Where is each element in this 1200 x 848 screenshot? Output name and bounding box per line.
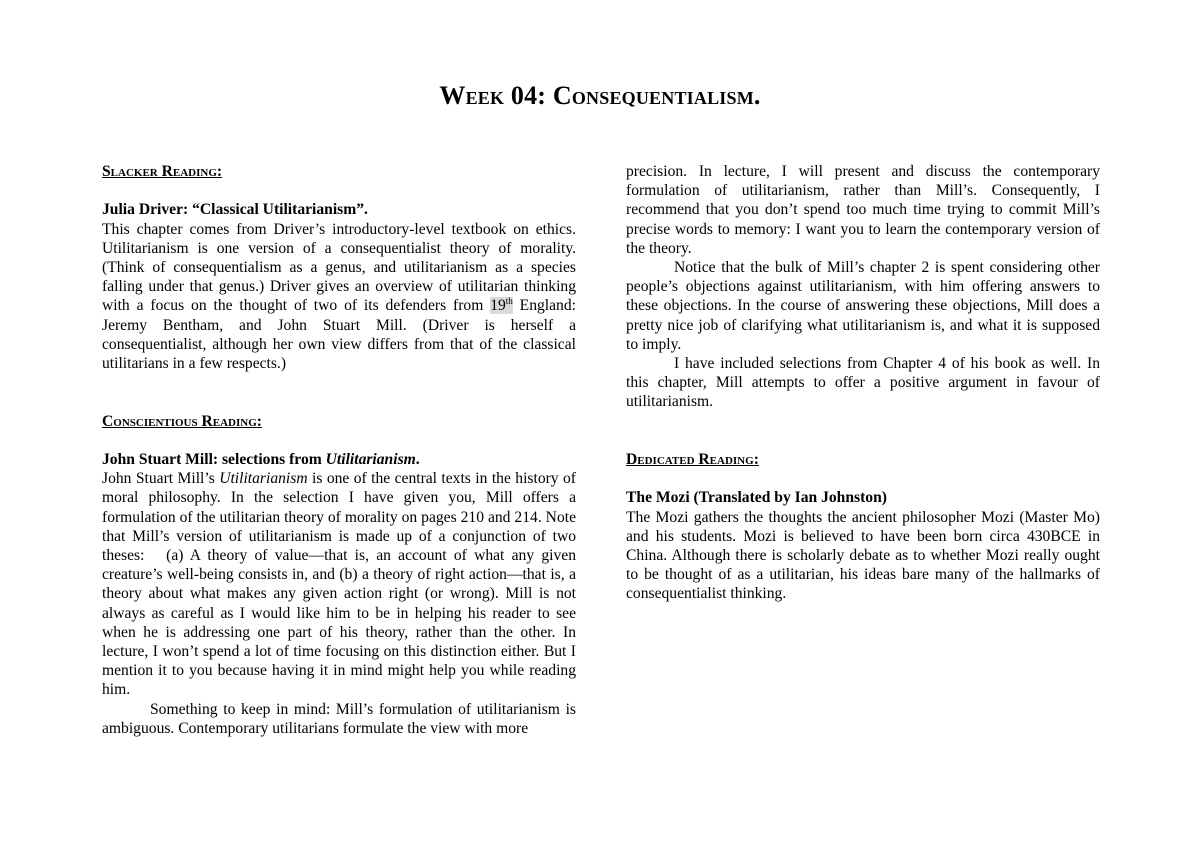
mill-reading-title — [102, 450, 576, 469]
century-number: 19 — [490, 297, 506, 315]
slacker-heading-colon: : — [216, 163, 223, 180]
right-column — [626, 162, 1100, 604]
driver-reading-title: Julia Driver: “Classical Utilitarianism”. — [102, 201, 368, 219]
mill-paragraph-2: Something to keep in mind: Mill’s formulation of utilitarianism is ambiguous. Contemporary utilitarians formulate the view with more — [102, 700, 576, 737]
mill-p1-rest: is one of the central texts in the history of moral philosophy. In the selection I have given you, Mill offers a formulation of the utilitarian theory of morality on pages 210 and 214. Note that Mill’s version of utilitarianism is made up of a conjunction of two theses: (a) A theory of value—that is, an account of what any given creature’s well-being consists in, and (b) a theory of right action—that is, a theory about what makes any given action right (or wrong). Mill is not always as careful as I would like him to be in helping his reader to see when he is addressing one part of his theory, rather than the other. In lecture, I won’t spend a lot of time focusing on this distinction either. But I mention it to you because having it in mind might help you while reading him. — [102, 470, 576, 699]
mill-paragraph-4: I have included selections from Chapter 4 of his book as well. In this chapter, Mill attempts to offer a positive argument in favour of utilitarianism. — [626, 355, 1100, 411]
slacker-reading-heading — [102, 162, 576, 181]
driver-desc-part1: This chapter comes from Driver’s introductory-level textbook on ethics. Utilitarianism is one version of a consequentialist theory of morality. (Think of consequentialism as a genus, and utilitarianism as a species falling under that genus.) Driver gives an overview of utilitarian thinking with a focus on the thought of two of its defenders from — [102, 220, 576, 315]
conscientious-heading-colon: : — [256, 412, 262, 430]
left-column — [102, 162, 576, 738]
mill-paragraph-2-continued: precision. In lecture, I will present and discuss the contemporary formulation of utilitarianism, rather than Mill’s. Consequently, I recommend that you don’t spend too much time trying to commit Mill’s precise words to memory: I want you to learn the contemporary version of the theory. — [626, 163, 1100, 257]
dedicated-heading-text: Dedicated Reading — [626, 451, 754, 469]
mill-paragraph-1 — [102, 469, 576, 699]
mill-title-prefix: John Stuart Mill: selections from — [102, 450, 326, 468]
mill-p1-book: Utilitarianism — [219, 470, 308, 488]
conscientious-reading-heading — [102, 412, 576, 431]
century-highlight — [490, 297, 513, 314]
dedicated-heading-colon: : — [753, 451, 759, 469]
driver-desc-part2: England: Jeremy Bentham, and John Stuart Mill. (Driver is herself a consequentialist, although her own view differs from that of the classical utilitarians in a few respects.) — [102, 297, 576, 372]
mozi-reading-description: The Mozi gathers the thoughts the ancient philosopher Mozi (Master Mo) and his students. Mozi is believed to have been born circa 430BCE in China. Although there is scholarly debate as to whether Mozi really ought to be thought of as a utilitarian, his ideas bare many of the hallmarks of consequentialist thinking. — [626, 508, 1100, 603]
conscientious-heading-text: Conscientious Reading — [102, 412, 257, 430]
slacker-heading-text: Slacker Reading — [102, 163, 217, 180]
driver-reading-description — [102, 220, 576, 374]
mill-paragraph-3: Notice that the bulk of Mill’s chapter 2 is spent considering other people’s objections against utilitarianism, with him offering answers to these objections. In the course of answering these objections, Mill does a pretty nice job of clarifying what utilitarianism is, and what it is supposed to imply. — [626, 259, 1100, 353]
mill-title-book: Utilitarianism — [325, 450, 416, 468]
mill-title-suffix: . — [415, 450, 420, 468]
century-suffix: th — [505, 296, 513, 307]
page-title: Week 04: Consequentialism. — [439, 81, 761, 110]
mozi-reading-title: The Mozi (Translated by Ian Johnston) — [626, 489, 887, 507]
dedicated-reading-heading — [626, 450, 1100, 469]
mill-p1-start: John Stuart Mill’s — [102, 470, 220, 488]
